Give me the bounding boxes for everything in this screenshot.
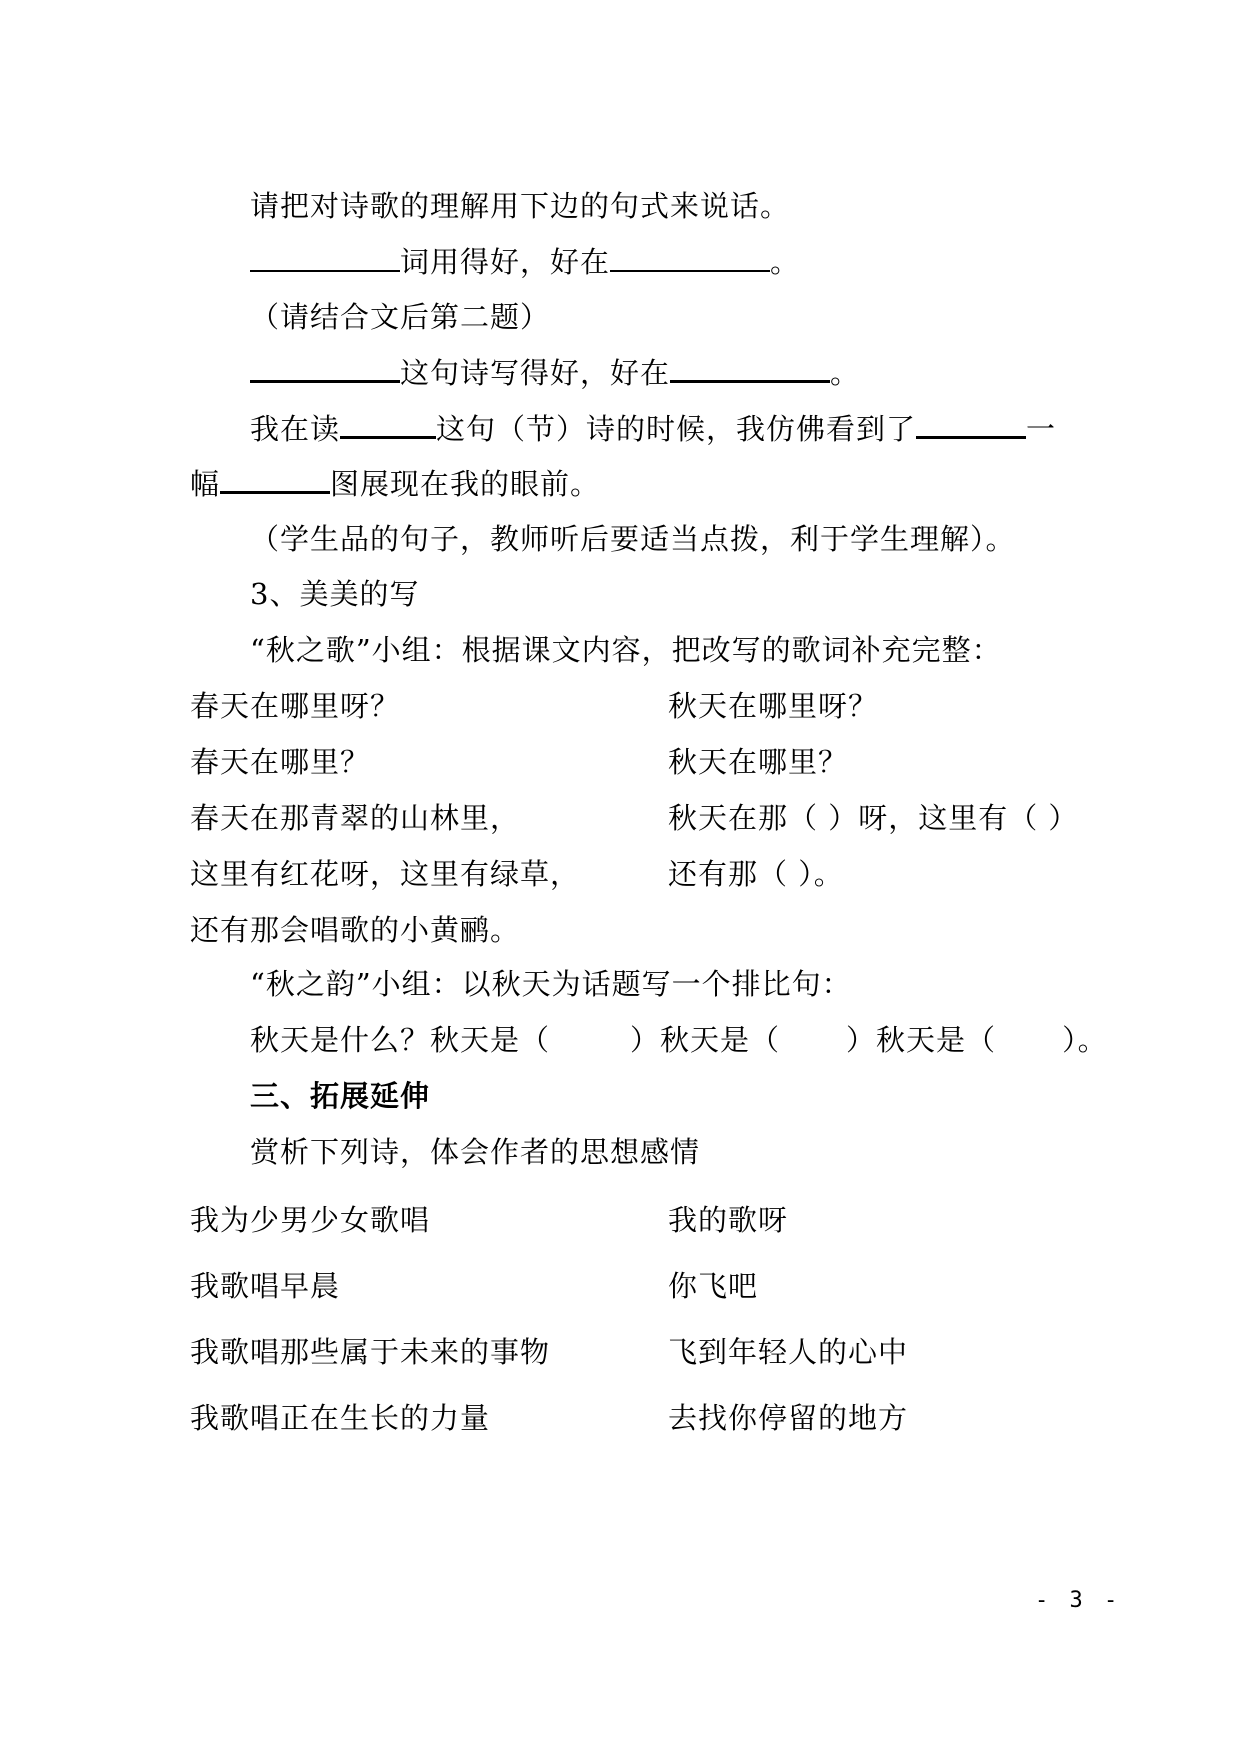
poem-line-right: 你飞吧 <box>668 1269 759 1303</box>
sentence-text: ）。 <box>1062 1023 1108 1057</box>
fill-blank[interactable] <box>250 242 400 272</box>
lyric-line-right: 还有那（ ）。 <box>668 857 844 891</box>
group-autumn-song: “秋之歌”小组：根据课文内容，把改写的歌词补充完整： <box>250 633 1002 667</box>
note-line-2: （学生品的句子，教师听后要适当点拨，利于学生理解）。 <box>250 522 1016 556</box>
group-autumn-rhyme: “秋之韵”小组：以秋天为话题写一个排比句： <box>250 967 852 1001</box>
section-heading: 三、拓展延伸 <box>250 1079 431 1113</box>
fill-blank[interactable] <box>670 352 830 383</box>
sentence-pattern-1 <box>250 242 1170 282</box>
sentence-pattern-3 <box>250 408 1170 449</box>
fill-blank[interactable] <box>610 242 770 272</box>
fill-blank[interactable] <box>250 352 400 383</box>
appreciation-instruction: 赏析下列诗，体会作者的思想感情 <box>250 1135 701 1169</box>
lyric-line-right: 秋天在哪里呀？ <box>668 689 879 723</box>
sentence-pattern-3-cont <box>190 463 1110 504</box>
poem-line-right: 我的歌呀 <box>668 1203 789 1237</box>
poem-line-left: 我歌唱正在生长的力量 <box>190 1401 491 1435</box>
fill-blank[interactable] <box>916 408 1026 439</box>
sentence-text: 秋天是（ <box>430 1023 551 1057</box>
fill-blank[interactable] <box>340 408 436 439</box>
fill-blank[interactable] <box>220 463 330 494</box>
poem-line-left: 我为少男少女歌唱 <box>190 1203 431 1237</box>
sentence-text: 秋天是什么？ <box>250 1023 431 1057</box>
lyric-line-left: 还有那会唱歌的小黄鹂。 <box>190 913 521 947</box>
sentence-end: 。 <box>770 245 801 279</box>
lyric-line-right: 秋天在那（ ）呀，这里有（ ） <box>668 801 1079 835</box>
paragraph-instruction: 请把对诗歌的理解用下边的句式来说话。 <box>250 189 791 223</box>
sentence-text: 词用得好，好在 <box>400 245 611 279</box>
lyric-line-right: 秋天在哪里？ <box>668 745 849 779</box>
poem-line-left: 我歌唱早晨 <box>190 1269 341 1303</box>
sentence-end: 。 <box>830 356 861 390</box>
parallel-sentence <box>250 1020 1170 1060</box>
sentence-text: ）秋天是（ <box>630 1023 781 1057</box>
sentence-text: 这句诗写得好，好在 <box>400 356 671 390</box>
note-line-1: （请结合文后第二题） <box>250 300 551 334</box>
poem-line-left: 我歌唱那些属于未来的事物 <box>190 1335 551 1369</box>
sentence-pattern-2 <box>250 352 1170 393</box>
section-3-title: 3、美美的写 <box>250 577 420 611</box>
sentence-text: ）秋天是（ <box>846 1023 997 1057</box>
sentence-text: 图展现在我的眼前。 <box>330 467 601 501</box>
sentence-text: 一 <box>1026 412 1057 446</box>
sentence-text: 我在读 <box>250 412 341 446</box>
lyric-line-left: 春天在哪里？ <box>190 745 371 779</box>
sentence-text: 幅 <box>190 467 221 501</box>
poem-line-right: 飞到年轻人的心中 <box>668 1335 909 1369</box>
poem-line-right: 去找你停留的地方 <box>668 1401 909 1435</box>
lyric-line-left: 春天在哪里呀？ <box>190 689 401 723</box>
sentence-text: 这句（节）诗的时候，我仿佛看到了 <box>436 412 917 446</box>
page-number: - 3 - <box>1035 1588 1122 1613</box>
lyric-line-left: 春天在那青翠的山林里， <box>190 801 521 835</box>
lyric-line-left: 这里有红花呀，这里有绿草， <box>190 857 581 891</box>
